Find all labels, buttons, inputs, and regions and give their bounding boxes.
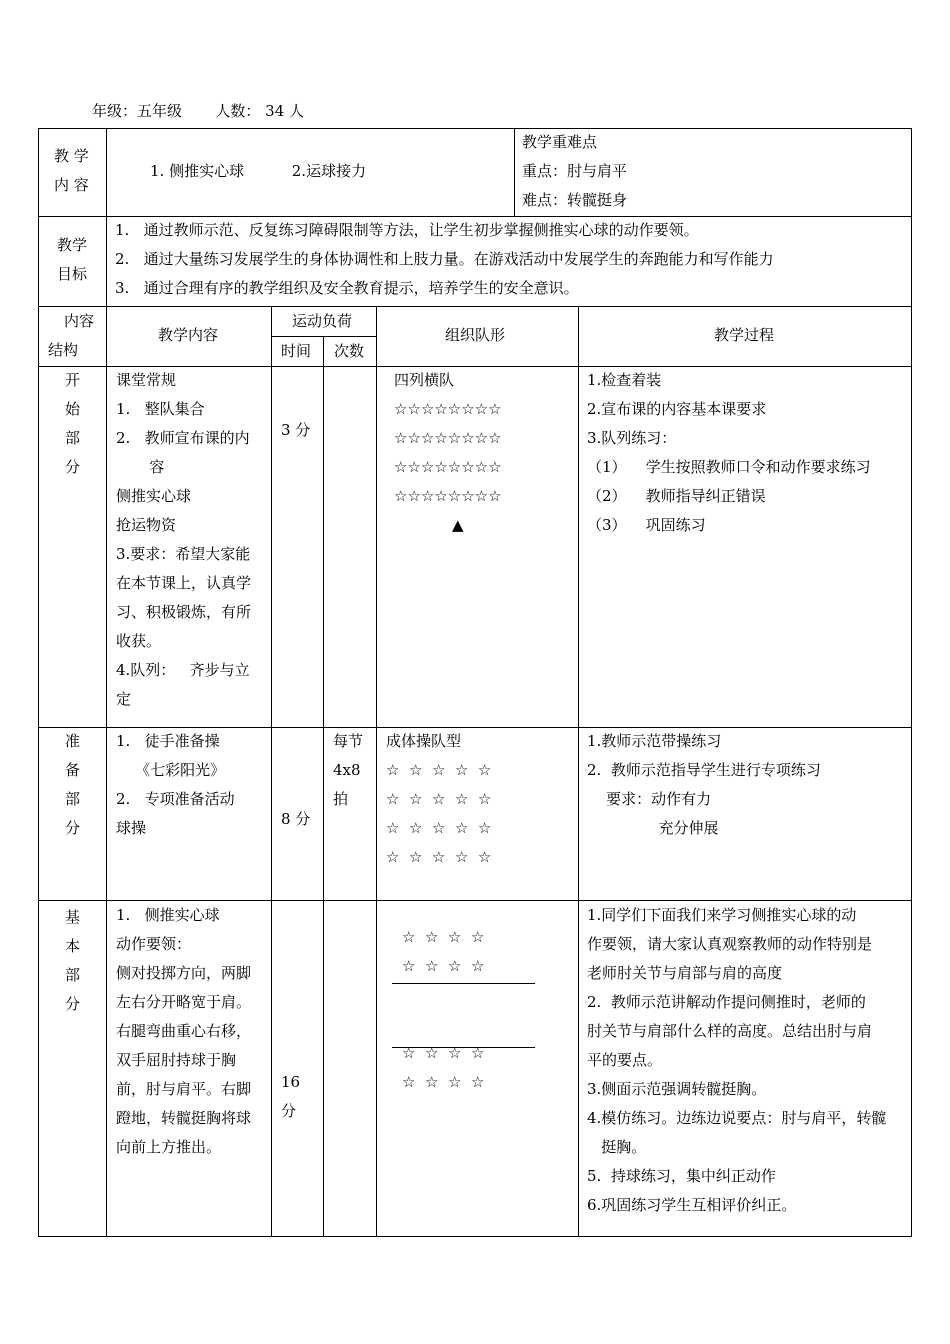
- start-formation: 四列横队 ☆☆☆☆☆☆☆☆ ☆☆☆☆☆☆☆☆ ☆☆☆☆☆☆☆☆ ☆☆☆☆☆☆☆☆: [394, 371, 502, 505]
- lesson-items: 1. 侧推实心球 2.运球接力: [150, 162, 367, 180]
- teacher-triangle: ▲: [452, 516, 464, 534]
- basic-process: 1.同学们下面我们来学习侧推实心球的动 作要领，请大家认真观察教师的动作特别是 老师肘关节与肩部与肩的高度 2. 教师示范讲解动作提问侧推时，老师的 肘关节与肩部什么样的高度。总结出肘与肩 平的要点。 3.侧面示范强调转髋挺胸。 4.模仿练习。边练边说要点：肘与肩平，转髋 挺胸。 5. 持球练习，集中纠正动作 6.巩固练习学生互相评价纠正。: [587, 906, 887, 1214]
- prep-process: 1.教师示范带操练习 2. 教师示范指导学生进行专项练习 要求：动作有力 充分伸展: [587, 732, 821, 837]
- content-row-label-1: 教 学: [54, 147, 89, 165]
- col-content: 教学内容: [158, 326, 219, 344]
- col-load: 运动负荷: [292, 312, 353, 330]
- key-point: 重点：肘与肩平: [522, 162, 628, 180]
- col-process: 教学过程: [714, 326, 775, 344]
- col-time: 时间: [281, 342, 312, 360]
- basic-content: 1. 侧推实心球 动作要领： 侧对投掷方向，两脚 左右分开略宽于肩。 右腿弯曲重心右移， 双手屈肘持球于胸 前，肘与肩平。右脚 蹬地，转髋挺胸将球 向前上方推出。: [116, 906, 252, 1156]
- start-label: 开 始 部 分: [65, 371, 81, 476]
- goals-label-1: 教学: [57, 236, 88, 254]
- basic-formation-top: ☆ ☆ ☆ ☆ ☆ ☆ ☆ ☆: [402, 928, 485, 975]
- difficulty-title: 教学重难点: [522, 133, 598, 151]
- col-structure-2: 结构: [48, 341, 79, 359]
- difficult-point: 难点：转髋挺身: [522, 191, 628, 209]
- goals-label-2: 目标: [57, 265, 88, 283]
- start-content: 课堂常规 1. 整队集合 2. 教师宣布课的内 容 侧推实心球 抢运物资 3.要求：希望大家能 在本节课上，认真学 习、积极锻炼，有所 收获。 4.队列： 齐步与立 定: [116, 371, 252, 708]
- goal-2: 2. 通过大量练习发展学生的身体协调性和上肢力量。在游戏活动中发展学生的奔跑能力和写作能力: [115, 250, 774, 268]
- prep-time: 8 分: [281, 810, 311, 828]
- header-grade-count: 年级：五年级 人数： 34 人: [92, 102, 305, 120]
- prep-content: 1. 徒手准备操 《七彩阳光》 2. 专项准备活动 球操: [116, 732, 235, 837]
- formation-line-top: [392, 983, 535, 984]
- basic-formation-bottom: ☆ ☆ ☆ ☆ ☆ ☆ ☆ ☆: [402, 1044, 485, 1091]
- prep-formation: 成体操队型 ☆ ☆ ☆ ☆ ☆ ☆ ☆ ☆ ☆ ☆ ☆ ☆ ☆ ☆ ☆ ☆ ☆ ☆ ☆ ☆: [386, 732, 492, 866]
- col-formation: 组织队形: [445, 326, 506, 344]
- goal-1: 1. 通过教师示范、反复练习障碍限制等方法，让学生初步掌握侧推实心球的动作要领。: [115, 221, 699, 239]
- basic-time: 16 分: [281, 1073, 301, 1120]
- start-process: 1.检查着装 2.宣布课的内容基本课要求 3.队列练习： （1） 学生按照教师口令和动作要求练习 （2） 教师指导纠正错误 （3） 巩固练习: [587, 371, 871, 534]
- col-structure-1: 内容: [64, 312, 95, 330]
- prep-label: 准 备 部 分: [65, 732, 81, 837]
- goal-3: 3. 通过合理有序的教学组织及安全教育提示，培养学生的安全意识。: [115, 279, 579, 297]
- basic-label: 基 本 部 分: [65, 908, 81, 1013]
- start-time: 3 分: [281, 421, 311, 439]
- col-count: 次数: [334, 342, 365, 360]
- content-row-label-2: 内 容: [54, 176, 89, 194]
- prep-count: 每节 4x8 拍: [333, 732, 364, 808]
